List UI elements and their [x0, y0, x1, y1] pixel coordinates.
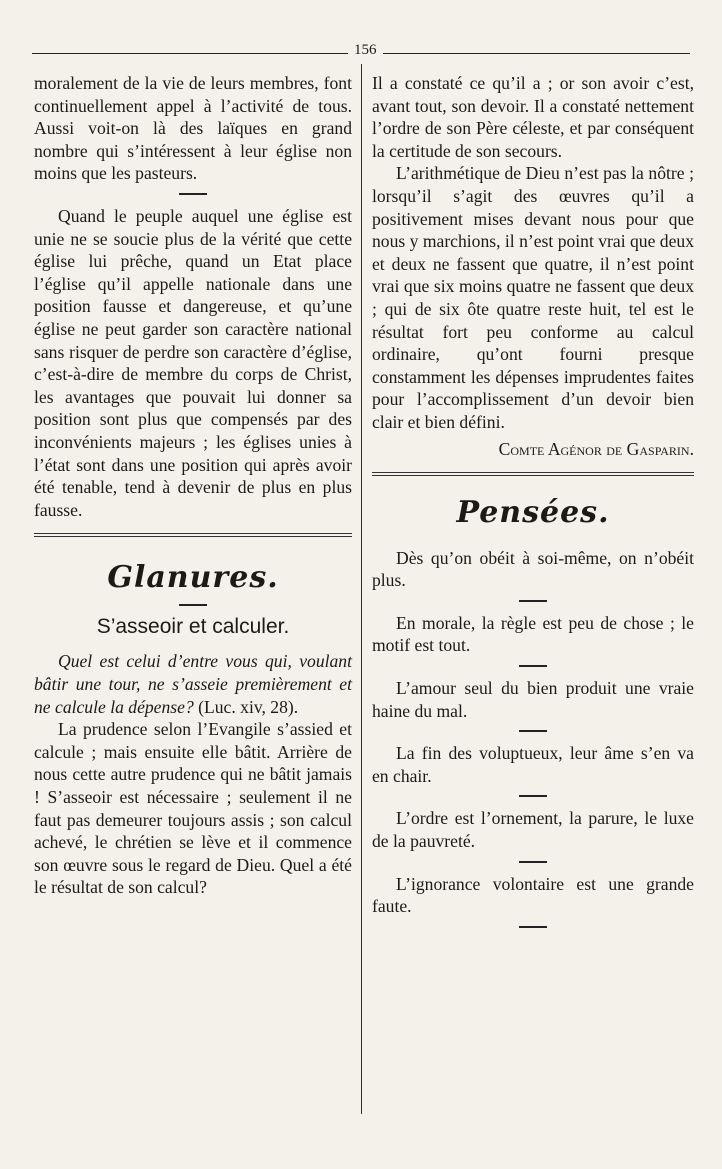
thought-item: Dès qu’on obéit à soi-même, on n’obéit plus.: [372, 547, 694, 591]
left-paragraph-2: Quand le peuple auquel une église est unie ne se soucie plus de la vérité que cette église lui prêche, quand un Etat place l’église qu’il appelle nationale dans une position fausse et dangereuse, et qu’une église ne peut garder son caractère national sans risquer de perdre son caractère d’église, c’est-à-dire de membre du corps de Christ, les avantages que pouvait lui donner sa position sont plus que compensés par des inconvénients majeurs ; les églises unies à l’état sont dans une position qui après avoir été tenable, tend à devenir de plus en plus fausse.: [34, 205, 352, 520]
thought-item: La fin des voluptueux, leur âme s’en va en chair.: [372, 743, 694, 786]
column-divider: [361, 64, 362, 1114]
right-paragraph-2: L’arithmétique de Dieu n’est pas la nôtre ; lorsqu’il s’agit des œuvres qu’il a positivement mises devant nous pour que nous y marchions, il n’est point vrai que deux et deux ne fassent que quatre, il n’est point vrai que six moins quatre ne fassent que deux ; qui de six ôte quatre reste huit, tel est le résultat fort peu conforme au calcul ordinaire, qu’ont fourni presque constamment les dépenses imprudentes faites pour l’accomplissement d’un devoir bien clair et bien défini.: [372, 163, 695, 432]
separator-dash: [519, 600, 547, 602]
article-title: S’asseoir et calculer.: [96, 614, 290, 638]
separator-dash: [179, 604, 207, 606]
left-paragraph-1: moralement de la vie de leurs membres, font continuellement appel à l’activité de tous. Aussi voit-on là des laïques en grand nombre qui s’intéressent à leur église non moins que les pasteurs.: [34, 73, 352, 184]
thought-item: L’amour seul du bien produit une vraie haine du mal.: [372, 678, 694, 721]
thought-item: L’ordre est l’ornement, la parure, le luxe de la pauvreté.: [372, 808, 694, 852]
separator-dash: [519, 730, 547, 732]
left-paragraph-3: La prudence selon l’Evangile s’assied et calcule ; mais ensuite elle bâtit. Arrière de nous cette autre prudence qui ne bâtit jamais ! S’asseoir est nécessaire ; seulement il ne faut pas demeurer toujours assis ; son calcul achevé, le chrétien se lève et il commence son œuvre sous le regard de Dieu. Quel a été le résultat de son calcul?: [34, 719, 352, 898]
page-number: 156: [348, 42, 383, 59]
left-column: [34, 72, 352, 899]
section-heading-glanures: Glanures.: [107, 560, 279, 596]
author-signature: Comte Agénor de Gasparin.: [498, 438, 694, 459]
scripture-reference: (Luc. xiv, 28).: [198, 696, 299, 717]
section-heading-pensees: Pensées.: [456, 495, 610, 531]
thought-item: En morale, la règle est peu de chose ; le motif est tout.: [372, 612, 694, 656]
page-header: [32, 44, 690, 58]
scripture-quote: Quel est celui d’entre vous qui, voulant bâtir une tour, ne s’asseie premièrement et ne calcule la dépense?: [34, 651, 352, 717]
separator-dash: [519, 795, 547, 797]
separator-dash: [519, 665, 547, 667]
right-column: [372, 72, 694, 938]
separator-dash: [179, 193, 207, 195]
separator-dash: [519, 926, 547, 928]
thought-item: L’ignorance volontaire est une grande faute.: [372, 873, 694, 917]
right-paragraph-1: Il a constaté ce qu’il a ; or son avoir c’est, avant tout, son devoir. Il a constaté nettement l’ordre de son Père céleste, et par conséquent la certitude de son secours.: [372, 73, 694, 161]
separator-dash: [519, 861, 547, 863]
